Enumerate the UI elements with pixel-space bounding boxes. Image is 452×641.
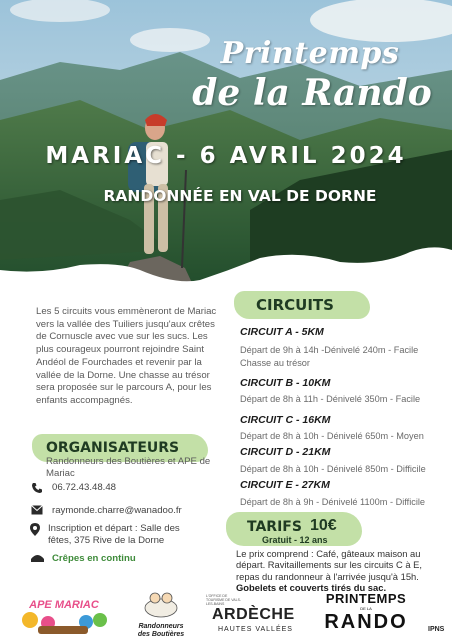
tarifs-heading: TARIFS [247, 519, 302, 535]
organisateurs-names: Randonneurs des Boutières et APE de Mariac [46, 456, 211, 479]
hero-photo [0, 0, 452, 300]
circuit-a-title: CIRCUIT A - 5KM [240, 326, 324, 338]
intro-paragraph: Les 5 circuits vous emmèneront de Mariac vers la vallée des Tuiliers jusqu'aux crêtes de Cornuscle avec vue sur les sucs. Les plus courageux pourront rejoindre Saint Andéol de Fourchades et revenir par la vallée de la Dorne. Une chasse au trésor sera proposée sur le parcours A, pour les enfants accompagnés. [36, 306, 217, 406]
envelope-icon [30, 505, 44, 518]
price-includes-body: Le prix comprend : Café, gâteaux maison au départ. Ravitaillements sur les circuits C à E, repas du randonneur à l'arrivée jusqu'à 15h. [236, 548, 423, 582]
tarif-price: 10€ [310, 517, 337, 534]
circuit-c-title: CIRCUIT C - 16KM [240, 414, 331, 426]
sponsor-logos [0, 588, 452, 640]
circuit-d-title: CIRCUIT D - 21KM [240, 446, 331, 458]
randonneurs-text-1: Randonneurs [138, 623, 184, 630]
title-line-2: de la Rando [192, 72, 432, 114]
circuit-c-desc: Départ de 8h à 10h - Dénivelé 650m - Moyen [240, 431, 424, 441]
ipns-label: IPNS [428, 626, 445, 633]
event-date-line: MARIAC - 6 AVRIL 2024 [45, 143, 407, 169]
phone-row [30, 482, 116, 497]
rando-logo-text: RANDO [324, 611, 408, 633]
ardeche-small-text: L'OFFICE DE TOURISME DE VALS-LES-BAINS [206, 594, 242, 606]
circuit-b-desc: Départ de 8h à 11h - Dénivelé 350m - Facile [240, 394, 421, 404]
address-text: Inscription et départ : Salle des fêtes, 375 Rive de la Dorne [48, 523, 180, 546]
circuit-a-desc: Départ de 9h à 14h -Dénivelé 240m - Facile [240, 345, 419, 355]
ardeche-hautes-vallees-logo [206, 594, 306, 638]
circuits-heading: CIRCUITS [256, 296, 334, 314]
phone-icon [30, 482, 44, 497]
ape-mariac-text: APE MARIAC [29, 599, 99, 611]
tarif-free-under-12: Gratuit - 12 ans [262, 535, 328, 545]
printemps-rando-logo [316, 592, 416, 640]
circuit-e-desc: Départ de 8h à 9h - Dénivelé 1100m - Difficile [240, 497, 426, 507]
hiking-cartoon-icon [141, 588, 181, 618]
randonneurs-boutieres-logo [128, 588, 194, 640]
ardeche-text: ARDÈCHE [212, 606, 295, 623]
location-pin-icon [30, 523, 40, 540]
phone-number: 06.72.43.48.48 [52, 482, 117, 493]
printemps-logo-text: PRINTEMPS [325, 591, 407, 606]
crepes-text: Crêpes en continu [52, 553, 136, 564]
title-line-1: Printemps [220, 36, 400, 71]
event-subtitle: RANDONNÉE EN VAL DE DORNE [103, 187, 377, 205]
email-address: raymonde.charre@wanadoo.fr [52, 505, 182, 516]
circuit-d-desc: Départ de 8h à 10h - Dénivelé 850m - Difficile [240, 464, 426, 474]
hautes-vallees-text: HAUTES VALLÉES [218, 626, 293, 633]
circuit-b-title: CIRCUIT B - 10KM [240, 377, 331, 389]
de-la-logo-text: DE LA [360, 606, 372, 611]
organisateurs-heading: ORGANISATEURS [46, 440, 180, 456]
price-includes-bold: Gobelets et couverts tirés du sac. [236, 581, 387, 593]
crepe-icon [30, 553, 44, 566]
price-includes-text [236, 548, 442, 593]
circuit-a-extra: Chasse au trésor [240, 358, 310, 368]
email-row [30, 505, 182, 518]
address-row [30, 523, 205, 546]
circuit-e-title: CIRCUIT E - 27KM [240, 479, 330, 491]
crepes-row [30, 553, 136, 566]
ape-mariac-logo [18, 590, 110, 636]
randonneurs-text-2: des Boutières [137, 631, 185, 638]
